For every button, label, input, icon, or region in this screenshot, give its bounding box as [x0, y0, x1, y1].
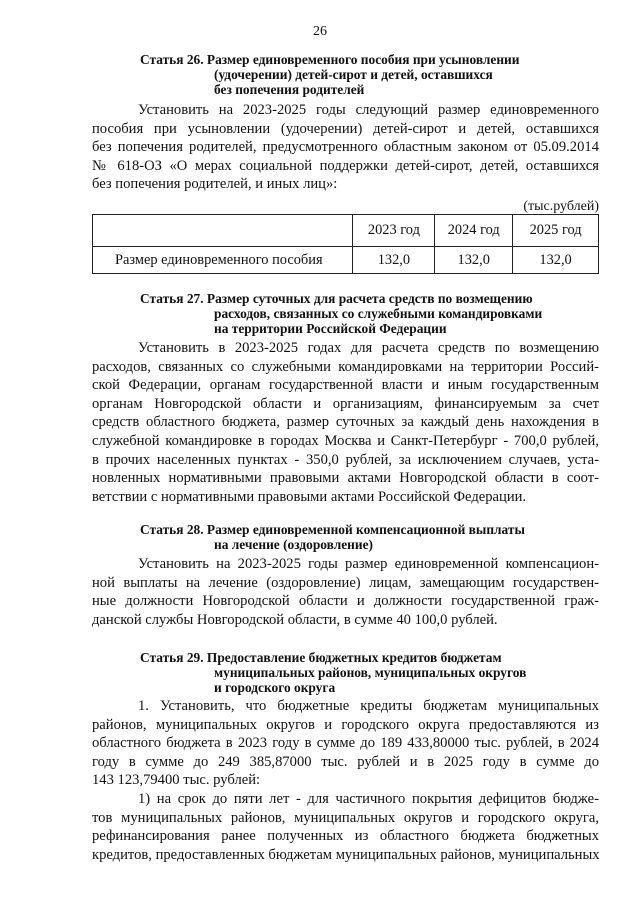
text-line: № 618-ОЗ «О мерах социальной поддержки детей-сирот, детей, оставшихся [92, 157, 599, 174]
heading-line: и городского округа [214, 679, 336, 695]
heading-line: на лечение (оздоровление) [214, 536, 374, 552]
article-29-heading [140, 651, 610, 695]
text-line: средств областного бюджета, размер суточных за каждый день нахождения в [92, 414, 599, 431]
table-header-cell: 2024 год [435, 215, 513, 247]
text-line: без попечения родителей, предусмотренного областным законом от 05.09.2014 [92, 139, 599, 156]
text-line: Установить на 2023-2025 годы размер единовременной компенсацион- [138, 556, 599, 572]
article-26-text [92, 101, 599, 194]
table-cell: 132,0 [435, 247, 513, 274]
text-line: в прочих населенных пунктах - 350,0 рублей, за исключением случаев, уста- [92, 451, 599, 468]
table-cell: 132,0 [513, 247, 599, 274]
article-28-heading [140, 523, 610, 553]
text-line: данской службы Новгородской области, в сумме 40 100,0 рублей. [92, 611, 498, 628]
heading-line: Статья 29. Предоставление бюджетных кредитов бюджетам [140, 650, 502, 665]
text-line: областного бюджета в 2023 году в сумме до 189 433,80000 тыс. рублей, в 2024 [92, 735, 599, 752]
text-line: органам Новгородской области и организациям, финансируемым за счет [92, 395, 599, 412]
heading-line: муниципальных районов, муниципальных округов [214, 664, 527, 680]
article-27-heading [140, 292, 610, 336]
text-line: новленных нормативными правовыми актами Новгородской области в соот- [92, 470, 599, 487]
text-line: кредитов, предоставленных бюджетам муниципальных районов, муниципальных [92, 846, 600, 863]
text-line: расходов, связанных со служебными командировками на территории Россий- [92, 358, 599, 375]
text-line: районов, муниципальных округов и городского округа предоставляются из [92, 716, 599, 733]
text-line: тов муниципальных районов, муниципальных округов и городского округа, [92, 809, 599, 826]
text-line: Установить на 2023-2025 годы следующий размер единовременного [138, 102, 599, 118]
table-header-cell [93, 215, 353, 247]
heading-line: Статья 28. Размер единовременной компенсационной выплаты [140, 522, 525, 537]
heading-line: (удочерении) детей-сирот и детей, оставшихся [214, 66, 493, 82]
text-line: году в сумме до 249 385,87000 тыс. рублей и в 2025 году в сумме до [92, 753, 599, 770]
text-line: ные должности Новгородской области и должности государственной граж- [92, 593, 599, 610]
heading-line: Статья 27. Размер суточных для расчета средств по возмещению [140, 291, 533, 306]
text-line: без попечения родителей, и иных лиц»: [92, 176, 338, 193]
article-27-text [92, 339, 599, 506]
heading-line: без попечения родителей [214, 81, 365, 97]
heading-line: расходов, связанных со служебными командировками [214, 305, 543, 321]
table-row [93, 247, 599, 274]
table-cell: 132,0 [353, 247, 435, 274]
text-line: 143 123,79400 тыс. рублей: [92, 772, 261, 789]
text-line: рефинансирования ранее полученных из областного бюджета бюджетных [92, 828, 599, 845]
article-28-text [92, 555, 599, 629]
text-line: ской Федерации, органам государственной власти и иным государственным [92, 377, 599, 394]
text-line: 1) на срок до пяти лет - для частичного покрытия дефицитов бюдже- [138, 790, 599, 807]
table-header-row [93, 215, 599, 247]
text-line: Установить в 2023-2025 годах для расчета средств по возмещению [138, 340, 599, 356]
table-header-cell: 2023 год [353, 215, 435, 247]
text-line: 1. Установить, что бюджетные кредиты бюджетам муниципальных [138, 698, 599, 714]
heading-line: Статья 26. Размер единовременного пособия при усыновлении [140, 52, 520, 67]
text-line: ветствии с нормативными правовыми актами Российской Федерации. [92, 488, 527, 505]
text-line: пособия при усыновлении (удочерении) детей-сирот и детей, оставшихся [92, 120, 599, 137]
heading-line: на территории Российской Федерации [214, 320, 447, 336]
text-line: ной выплаты на лечение (оздоровление) лицам, замещающим государствен- [92, 574, 599, 591]
benefit-table [92, 214, 599, 274]
table-cell: Размер единовременного пособия [93, 247, 353, 274]
table-header-cell: 2025 год [513, 215, 599, 247]
page-number: 26 [313, 24, 327, 39]
text-line: служебной командировке в городах Москва и Санкт-Петербург - 700,0 рублей, [92, 432, 599, 449]
table-unit-label: (тыс.рублей) [523, 199, 599, 214]
article-26-heading [140, 53, 610, 97]
article-29-text [92, 697, 599, 864]
